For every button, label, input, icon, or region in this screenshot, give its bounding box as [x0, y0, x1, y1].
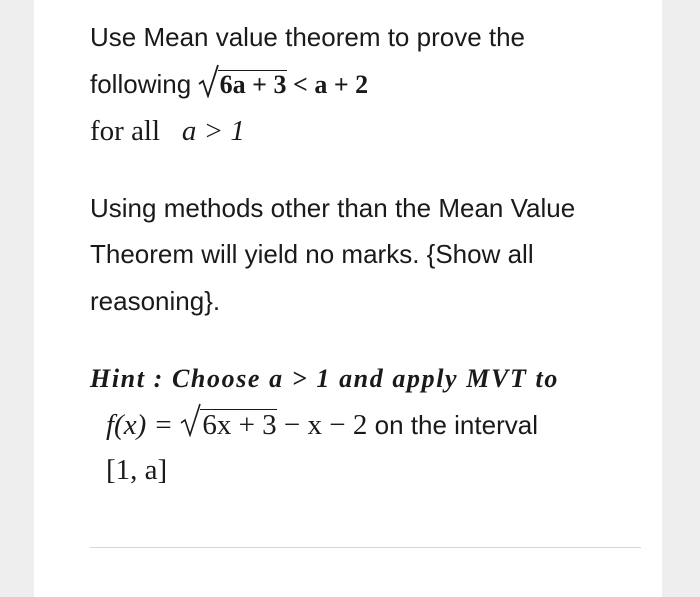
square-root — [198, 70, 287, 98]
function-square-root — [180, 409, 276, 440]
radical-sign-icon — [198, 64, 220, 98]
condition-prefix: for all — [90, 115, 161, 147]
inequality-rest: < a + 2 — [293, 70, 369, 99]
hint-text: Hint : Choose a > 1 and apply MVT to — [90, 364, 559, 393]
inequality-radicand: 6a + 3 — [219, 70, 287, 99]
function-radicand: 6x + 3 — [202, 409, 277, 441]
hint-function-line — [106, 409, 538, 440]
intro-line: Use Mean value theorem to prove the — [90, 22, 526, 52]
condition-line — [90, 117, 245, 146]
question-card — [34, 0, 662, 597]
rule-line-2: Theorem will yield no marks. {Show all — [90, 239, 534, 269]
function-rest: − x − 2 — [283, 409, 368, 441]
function-math — [180, 409, 367, 440]
divider — [90, 547, 641, 548]
interval-line — [106, 456, 167, 485]
intro-word: following — [90, 69, 192, 99]
rule-line-3: reasoning}. — [90, 286, 221, 316]
hint-label — [90, 366, 559, 392]
interval-math: [1, a] — [106, 454, 168, 486]
interval-text: on the interval — [374, 410, 538, 440]
function-lhs: f(x) = — [106, 409, 174, 441]
condition-math: a > 1 — [181, 115, 245, 147]
rule-line-1: Using methods other than the Mean Value — [90, 193, 576, 223]
radical-sign-icon — [180, 403, 202, 437]
inequality-math — [198, 70, 368, 98]
inequality-line — [90, 70, 368, 98]
